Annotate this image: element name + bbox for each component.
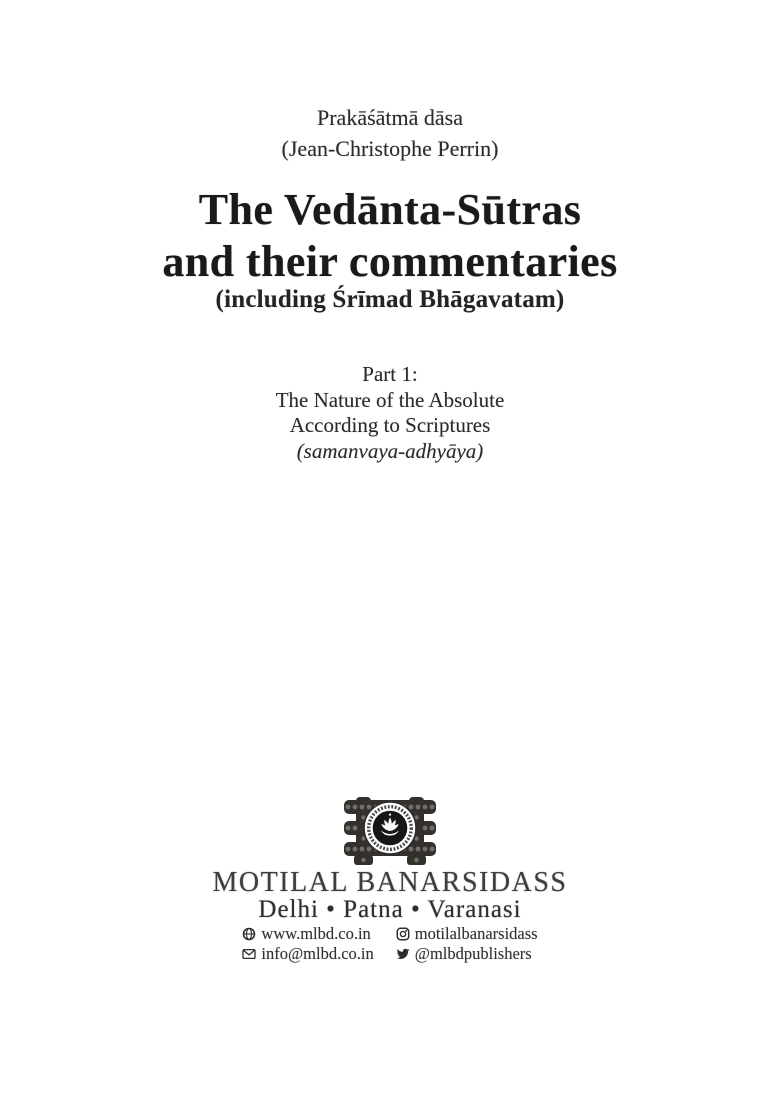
globe-icon	[242, 927, 256, 941]
book-title-line2: and their commentaries	[162, 237, 618, 286]
contact-website-text: www.mlbd.co.in	[261, 924, 371, 943]
contact-instagram-text: motilalbanarsidass	[414, 924, 538, 943]
book-title-line1: The Vedānta-Sūtras	[198, 185, 582, 234]
part-title-line2: According to Scriptures	[289, 413, 491, 437]
author-block	[0, 102, 780, 164]
instagram-icon	[396, 927, 410, 941]
publisher-cities: Delhi • Patna • Varanasi	[258, 896, 522, 923]
publisher-logo	[0, 797, 780, 867]
contact-email-text: info@mlbd.co.in	[261, 944, 374, 963]
author-name: Prakāśātmā dāsa	[317, 105, 463, 130]
part-title-line1: The Nature of the Absolute	[275, 387, 505, 412]
part-label: Part 1:	[362, 362, 418, 386]
part-block	[0, 362, 780, 464]
contact-twitter	[396, 944, 532, 963]
publisher-name: MOTILAL BANARSIDASS	[212, 867, 568, 898]
email-icon	[242, 947, 256, 961]
author-real-name: (Jean-Christophe Perrin)	[281, 136, 499, 161]
part-title-sanskrit: (samanvaya-adhyāya)	[296, 438, 484, 463]
motilal-banarsidass-seal-icon	[344, 797, 436, 867]
twitter-icon	[396, 947, 410, 961]
contact-email	[242, 944, 373, 963]
contact-website	[242, 924, 370, 943]
publisher-contacts	[0, 924, 780, 963]
contact-instagram	[396, 924, 538, 943]
contact-twitter-text: @mlbdpublishers	[414, 944, 532, 963]
book-title	[0, 184, 780, 288]
book-subtitle: (including Śrīmad Bhāgavatam)	[215, 286, 565, 313]
